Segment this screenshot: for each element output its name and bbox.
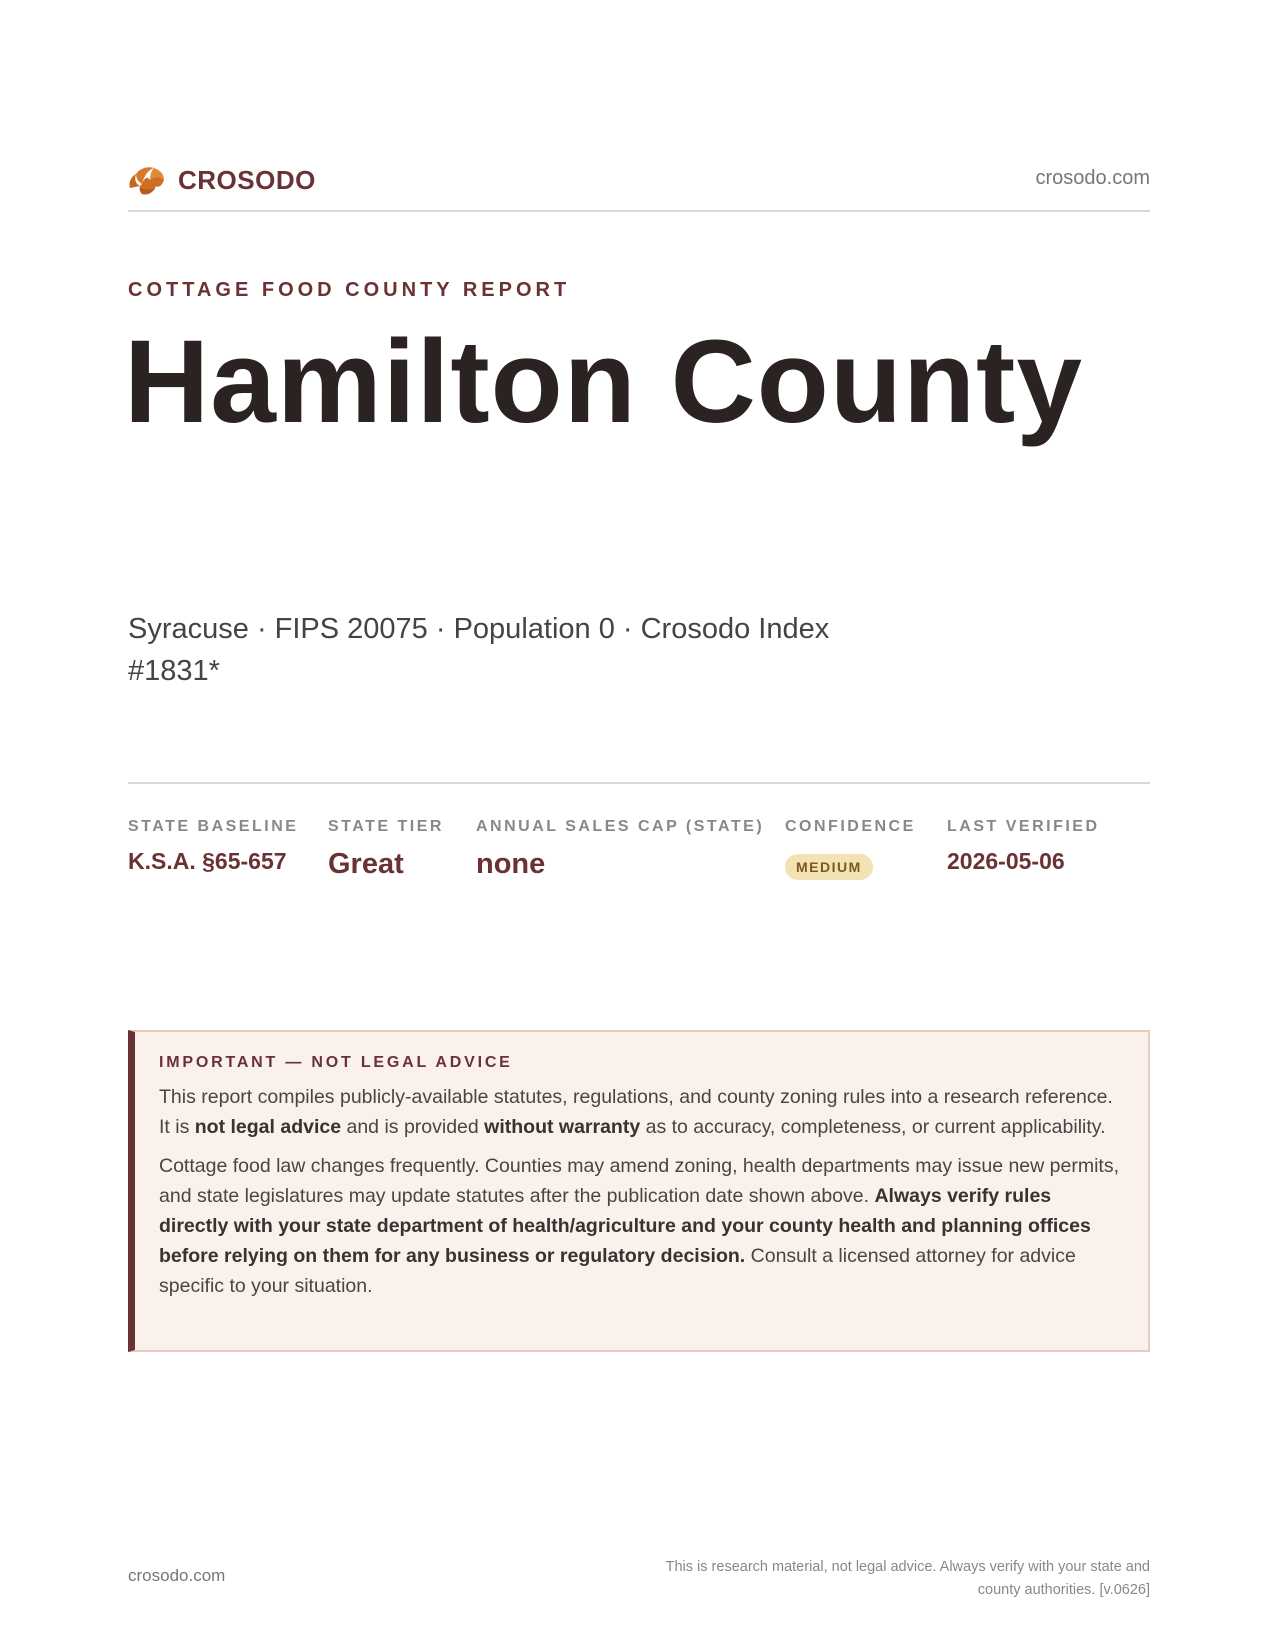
stat-label: STATE BASELINE: [128, 818, 299, 835]
croissant-icon: [124, 158, 168, 202]
stat-last-verified: [947, 818, 1100, 875]
stat-confidence: [785, 818, 916, 880]
footer-disclaimer: This is research material, not legal advice. Always verify with your state and county authorities. [v.0626]: [665, 1559, 1150, 1598]
stat-value: 2026-05-06: [947, 848, 1065, 874]
stat-value: Great: [328, 848, 404, 880]
header-divider: [128, 210, 1150, 212]
stat-label: STATE TIER: [328, 818, 444, 835]
notice-text: This report compiles publicly-available statutes, regulations, and county zoning rules into a research reference. It is: [159, 1086, 1113, 1138]
notice-paragraph: [159, 1082, 1124, 1142]
brand-header: [128, 158, 1150, 202]
county-meta: Syracuse · FIPS 20075 · Population 0 · Crosodo Index #1831*: [128, 613, 830, 687]
legal-notice: [128, 1030, 1150, 1352]
brand-name: CROSODO: [178, 164, 316, 195]
page-title: Hamilton County: [124, 316, 1083, 448]
status-badge: MEDIUM: [785, 854, 873, 880]
stat-label: LAST VERIFIED: [947, 818, 1100, 835]
site-link[interactable]: crosodo.com: [1035, 167, 1150, 189]
stat-label: CONFIDENCE: [785, 818, 916, 835]
notice-text: as to accuracy, completeness, or current applicability.: [640, 1116, 1106, 1138]
footer-site-link[interactable]: crosodo.com: [128, 1566, 226, 1585]
notice-emphasis: without warranty: [484, 1116, 641, 1138]
section-divider: [128, 782, 1150, 784]
stat-label: ANNUAL SALES CAP (STATE): [476, 818, 765, 835]
stat-value: none: [476, 848, 546, 880]
notice-title: IMPORTANT — NOT LEGAL ADVICE: [159, 1054, 513, 1071]
notice-emphasis: Always verify rules directly with your state department of health/agriculture and your county health and planning offices before relying on them for any business or regulatory decision.: [159, 1185, 1091, 1267]
stat-state-baseline: [128, 818, 298, 875]
report-page: [124, 0, 1150, 1650]
stat-sales-cap: [476, 818, 764, 881]
report-eyebrow: COTTAGE FOOD COUNTY REPORT: [128, 279, 571, 301]
notice-paragraph: [159, 1151, 1124, 1301]
notice-text: Consult a licensed attorney for advice specific to your situation.: [159, 1245, 1076, 1297]
notice-text: Cottage food law changes frequently. Counties may amend zoning, health departments may issue new permits, and state legislatures may update statutes after the publication date shown above.: [159, 1155, 1119, 1207]
stat-state-tier: [328, 818, 444, 881]
notice-text: and is provided: [341, 1116, 485, 1138]
notice-emphasis: not legal advice: [194, 1116, 342, 1138]
stat-value: K.S.A. §65-657: [128, 848, 287, 874]
